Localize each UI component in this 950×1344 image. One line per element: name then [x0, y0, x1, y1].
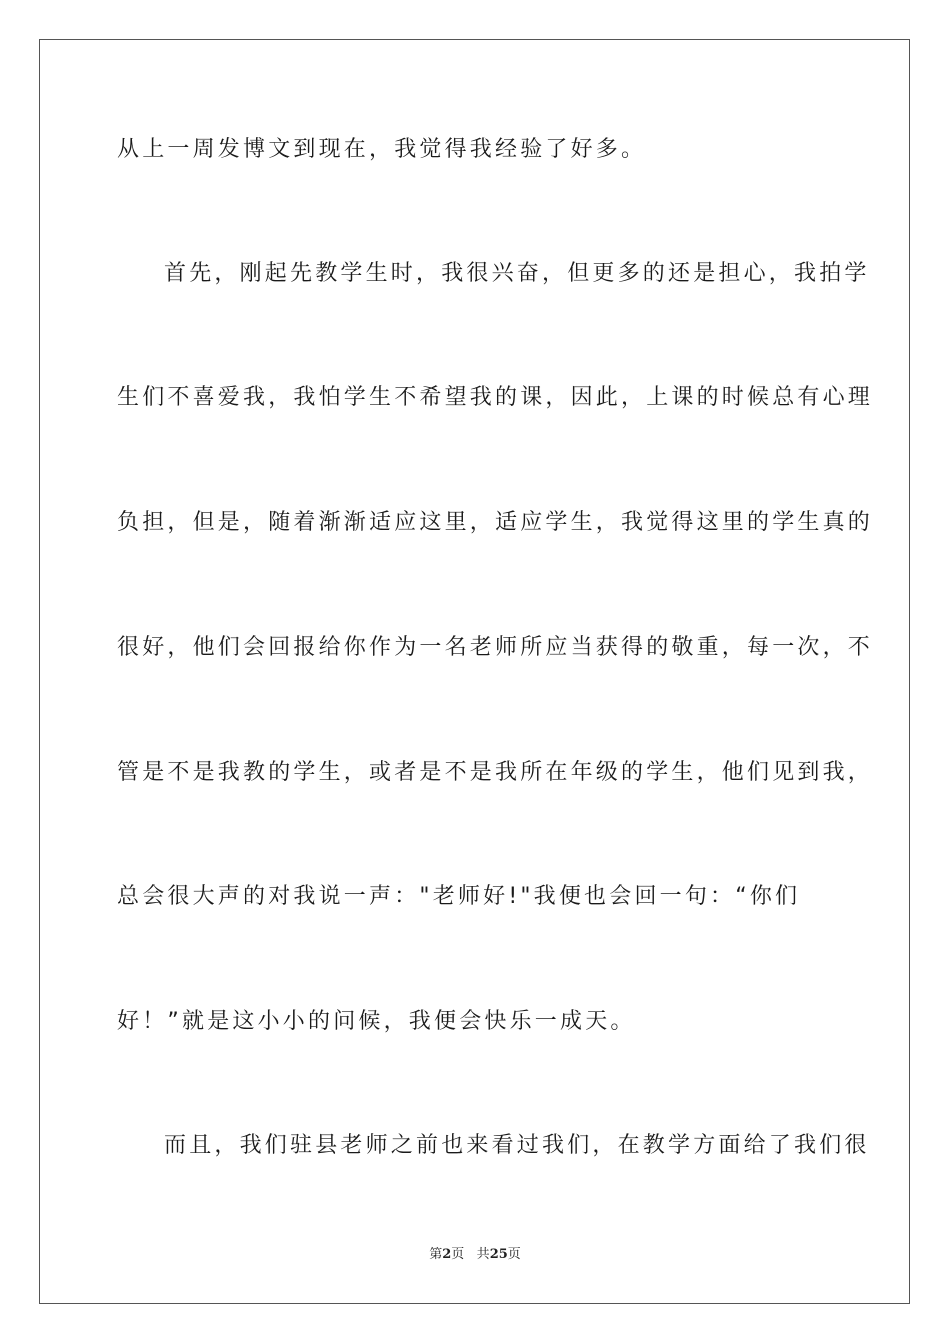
page-frame	[39, 39, 910, 1304]
page-suffix: 页	[451, 1247, 465, 1262]
total-pages: 25	[489, 1247, 508, 1262]
total-prefix: 共	[476, 1247, 490, 1262]
page-number: 2	[442, 1247, 452, 1262]
paragraph-line: 总会很大声的对我说一声："老师好!"我便也会回一句：“你们	[117, 884, 801, 909]
paragraph-line: 而且，我们驻县老师之前也来看过我们，在教学方面给了我们很	[164, 1133, 870, 1158]
paragraph-line: 从上一周发博文到现在，我觉得我经验了好多。	[117, 137, 647, 162]
paragraph-line: 很好，他们会回报给你作为一名老师所应当获得的敬重，每一次，不	[117, 635, 874, 660]
paragraph-line: 管是不是我教的学生，或者是不是我所在年级的学生，他们见到我，	[117, 760, 874, 785]
total-suffix: 页	[507, 1247, 521, 1262]
paragraph-line: 负担，但是，随着渐渐适应这里，适应学生，我觉得这里的学生真的	[117, 510, 874, 535]
page-prefix: 第	[429, 1247, 443, 1262]
paragraph-line: 首先，刚起先教学生时，我很兴奋，但更多的还是担心，我拍学	[164, 261, 870, 286]
paragraph-line: 生们不喜爱我，我怕学生不希望我的课，因此，上课的时候总有心理	[117, 385, 874, 410]
page-footer	[0, 1246, 950, 1264]
paragraph-line: 好！”就是这小小的问候，我便会快乐一成天。	[117, 1009, 636, 1034]
